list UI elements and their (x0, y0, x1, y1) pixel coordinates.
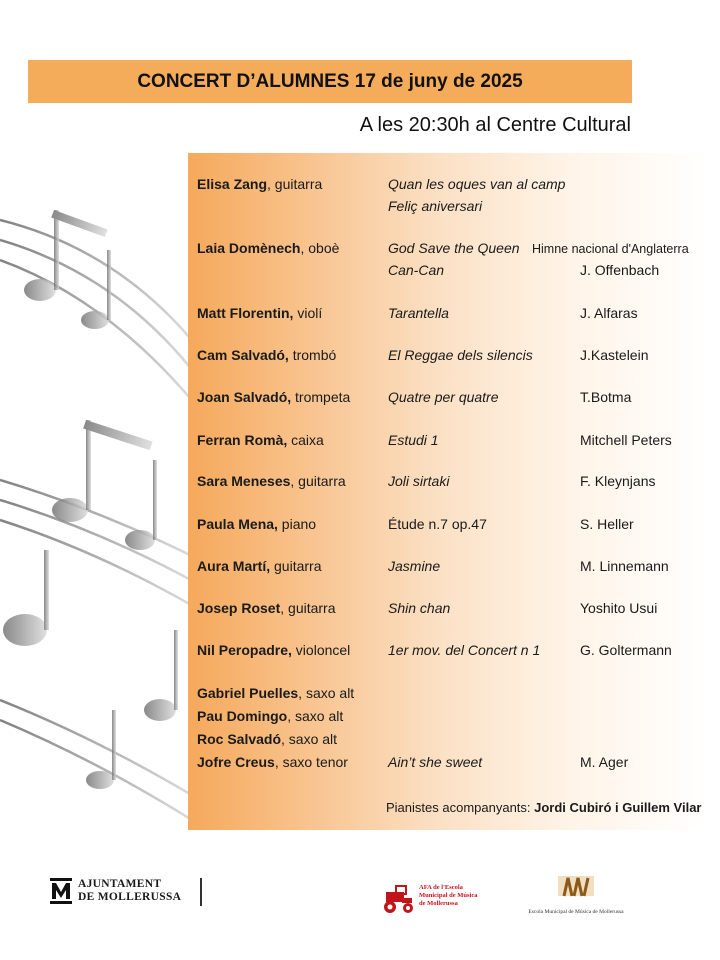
ajuntament-line1: AJUNTAMENT (78, 878, 162, 890)
afa-line1: AFA de l'Escola (419, 884, 463, 891)
performer-name: Sara Meneses (197, 473, 291, 489)
performer-name: Paula Mena, (197, 516, 278, 532)
performer (197, 432, 324, 448)
piece-title: Shin chan (388, 600, 451, 616)
escola-name: Escola Municipal de Música de Mollerussa (528, 909, 624, 915)
performer-name: Gabriel Puelles (197, 685, 299, 701)
composer: F. Kleynjans (580, 473, 656, 489)
performer-instrument: caixa (287, 432, 324, 448)
performer-instrument: guitarra (270, 558, 322, 574)
performer (197, 558, 321, 574)
piece-title: Quatre per quatre (388, 389, 499, 405)
composer: J.Kastelein (580, 347, 649, 363)
performer-instrument: trompeta (291, 389, 351, 405)
piece-title: Estudi 1 (388, 432, 439, 448)
accompanists-label: Pianistes acompanyants: (386, 800, 535, 815)
performer-name: Aura Martí, (197, 558, 271, 574)
performer (197, 176, 322, 192)
performer (197, 240, 339, 256)
composer: S. Heller (580, 516, 634, 532)
performer-name: Elisa Zang (197, 176, 268, 192)
ajuntament-name (78, 878, 181, 904)
performer-name: Pau Domingo (197, 708, 288, 724)
composer: T.Botma (580, 389, 632, 405)
composer: Yoshito Usui (580, 600, 658, 616)
performer-name: Cam Salvadó, (197, 347, 289, 363)
accompanists-names: Jordi Cubiró i Guillem Vilar (534, 800, 702, 815)
piece-title: El Reggae dels silencis (388, 347, 533, 363)
concert-subtitle: A les 20:30h al Centre Cultural (359, 114, 631, 136)
concert-title: CONCERT D’ALUMNES 17 de juny de 2025 (137, 70, 523, 92)
performer-instrument: , saxo alt (287, 708, 344, 724)
piece-title: Quan les oques van al camp (388, 176, 566, 192)
performer-instrument: , guitarra (290, 473, 346, 489)
logo-separator (200, 878, 202, 906)
performer-name: Jofre Creus (197, 754, 275, 770)
performer-instrument: violoncel (291, 642, 351, 658)
composer: J. Offenbach (580, 262, 660, 278)
footer (0, 870, 720, 930)
piece-title: Étude n.7 op.47 (388, 516, 487, 532)
performer-name: Joan Salvadó, (197, 389, 292, 405)
performer-name: Josep Roset (197, 600, 281, 616)
piece-title: Joli sirtaki (388, 473, 450, 489)
escola-emblem-icon (556, 872, 596, 902)
performer-instrument: , guitarra (267, 176, 323, 192)
accompanists-line (386, 800, 702, 815)
performer-name: Roc Salvadó (197, 731, 282, 747)
performer-instrument: piano (277, 516, 317, 532)
piece-title: Tarantella (388, 305, 449, 321)
performer (197, 708, 343, 724)
composer: M. Linnemann (580, 558, 669, 574)
piece-title: Ain’t she sweet (388, 754, 483, 770)
performer (197, 685, 354, 701)
ajuntament-logo (50, 878, 181, 904)
performer-name: Matt Florentin, (197, 305, 294, 321)
piece-title: God Save the Queen (388, 240, 520, 256)
performer (197, 473, 346, 489)
piece-title: 1er mov. del Concert n 1 (388, 642, 541, 658)
performer-instrument: , saxo tenor (274, 754, 348, 770)
performer-name: Laia Domènech (197, 240, 301, 256)
performer (197, 754, 348, 770)
afa-logo (382, 884, 478, 914)
performer-name: Nil Peropadre, (197, 642, 292, 658)
title-bar (28, 60, 632, 103)
performer-instrument: trombó (288, 347, 337, 363)
composer: Himne nacional d'Anglaterra (532, 242, 689, 256)
performer (197, 347, 336, 363)
m-logo-icon (50, 878, 72, 904)
performer (197, 516, 316, 532)
composer: Mitchell Peters (580, 432, 672, 448)
composer: J. Alfaras (580, 305, 638, 321)
performer-instrument: , guitarra (280, 600, 336, 616)
performer (197, 305, 322, 321)
piece-title: Can-Can (388, 262, 445, 278)
afa-line3: de Mollerussa (419, 900, 458, 907)
performer-instrument: , saxo alt (298, 685, 355, 701)
music-notes-decoration (0, 180, 200, 860)
performer (197, 731, 337, 747)
performer (197, 600, 336, 616)
piece-title: Feliç aniversari (388, 198, 483, 214)
performer (197, 389, 350, 405)
piece-title: Jasmine (388, 558, 441, 574)
afa-name (419, 884, 478, 908)
composer: G. Goltermann (580, 642, 672, 658)
performer-instrument: , saxo alt (281, 731, 338, 747)
performer-instrument: , oboè (300, 240, 340, 256)
tractor-icon (382, 884, 416, 914)
escola-musica-logo (520, 872, 632, 915)
composer: M. Ager (580, 754, 629, 770)
performer-name: Ferran Romà, (197, 432, 288, 448)
afa-line2: Municipal de Música (419, 892, 478, 899)
performer (197, 642, 350, 658)
ajuntament-line2: DE MOLLERUSSA (78, 891, 182, 903)
performer-instrument: violí (293, 305, 323, 321)
